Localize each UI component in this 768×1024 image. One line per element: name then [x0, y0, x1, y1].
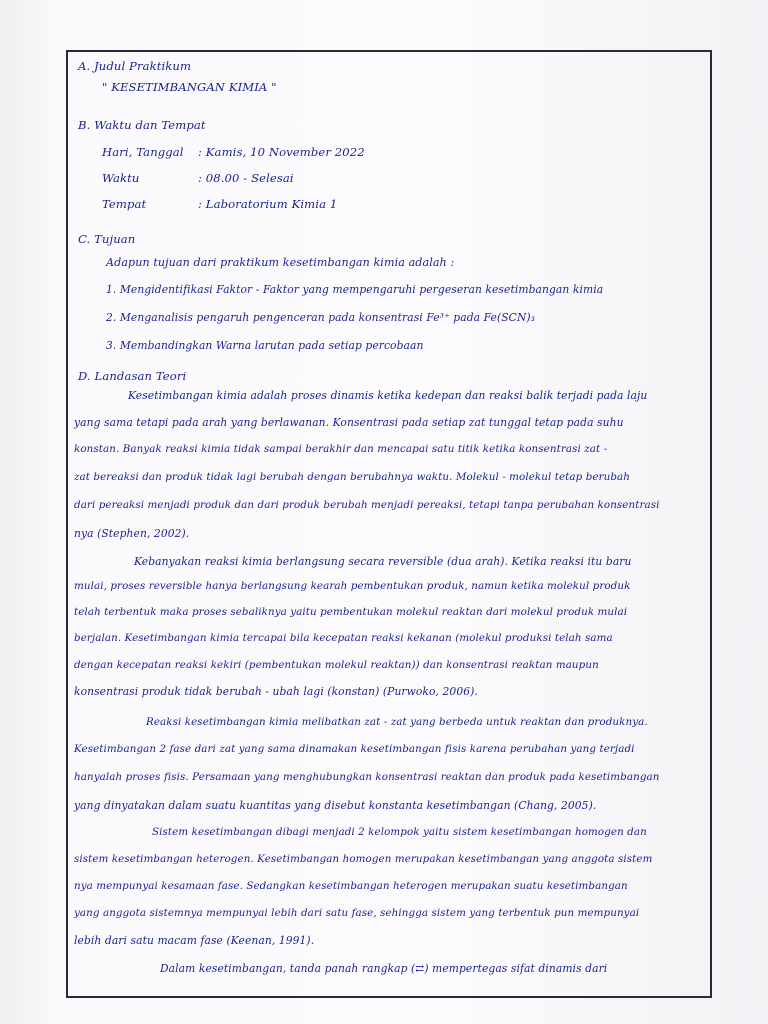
- paragraph-line: dari pereaksi menjadi produk dan dari produk berubah menjadi pereaksi, tetapi tanpa perubahan konsentrasi: [74, 499, 660, 511]
- paragraph-line: hanyalah proses fisis. Persamaan yang menghubungkan konsentrasi reaktan dan produk pada kesetimbangan: [74, 771, 660, 783]
- paragraph-line: konstan. Banyak reaksi kimia tidak sampai berakhir dan mencapai satu titik ketika konsentrasi zat -: [74, 443, 608, 455]
- place-value: : Laboratorium Kimia 1: [198, 197, 338, 211]
- paragraph-line: yang anggota sistemnya mempunyai lebih dari satu fase, sehingga sistem yang terbentuk pun mempunyai: [74, 907, 640, 919]
- place-label: Tempat: [102, 197, 147, 211]
- objective-intro: Adapun tujuan dari praktikum kesetimbangan kimia adalah :: [106, 256, 455, 269]
- paragraph-line: telah terbentuk maka proses sebaliknya yaitu pembentukan molekul reaktan dari molekul produk mulai: [74, 606, 628, 618]
- paragraph-line: Kebanyakan reaksi kimia berlangsung secara reversible (dua arah). Ketika reaksi itu baru: [134, 555, 632, 568]
- paragraph-line: Reaksi kesetimbangan kimia melibatkan zat - zat yang berbeda untuk reaktan dan produknya.: [146, 716, 648, 728]
- paragraph-line: nya mempunyai kesamaan fase. Sedangkan kesetimbangan heterogen merupakan suatu kesetimbangan: [74, 880, 628, 892]
- objective-item-1: 1. Mengidentifikasi Faktor - Faktor yang mempengaruhi pergeseran kesetimbangan kimia: [106, 283, 604, 296]
- paragraph-line: yang dinyatakan dalam suatu kuantitas yang disebut konstanta kesetimbangan (Chang, 2005).: [74, 799, 597, 812]
- objective-item-3: 3. Membandingkan Warna larutan pada setiap percobaan: [106, 339, 424, 352]
- paragraph-line: Sistem kesetimbangan dibagi menjadi 2 kelompok yaitu sistem kesetimbangan homogen dan: [152, 826, 647, 838]
- practicum-title: " KESETIMBANGAN KIMIA ": [102, 80, 277, 94]
- paragraph-line: sistem kesetimbangan heterogen. Kesetimbangan homogen merupakan kesetimbangan yang anggota sistem: [74, 853, 653, 865]
- paragraph-line: lebih dari satu macam fase (Keenan, 1991).: [74, 934, 315, 947]
- time-label: Waktu: [102, 171, 140, 185]
- paragraph-line: konsentrasi produk tidak berubah - ubah lagi (konstan) (Purwoko, 2006).: [74, 685, 478, 698]
- paragraph-line: mulai, proses reversible hanya berlangsung kearah pembentukan produk, namun ketika molekul produk: [74, 580, 631, 592]
- section-b-heading: B. Waktu dan Tempat: [78, 118, 206, 132]
- paragraph-line: zat bereaksi dan produk tidak lagi berubah dengan berubahnya waktu. Molekul - molekul tetap berubah: [74, 471, 631, 483]
- section-c-heading: C. Tujuan: [78, 232, 136, 246]
- section-d-heading: D. Landasan Teori: [78, 369, 187, 383]
- time-value: : 08.00 - Selesai: [198, 171, 294, 185]
- paragraph-line: Kesetimbangan kimia adalah proses dinamis ketika kedepan dan reaksi balik terjadi pada laju: [128, 389, 648, 402]
- paragraph-line: Kesetimbangan 2 fase dari zat yang sama dinamakan kesetimbangan fisis karena perubahan yang terjadi: [74, 743, 635, 755]
- paragraph-line: yang sama tetapi pada arah yang berlawanan. Konsentrasi pada setiap zat tunggal tetap pada suhu: [74, 416, 624, 429]
- objective-item-2: 2. Menganalisis pengaruh pengenceran pada konsentrasi Fe³⁺ pada Fe(SCN)₃: [106, 311, 536, 324]
- paragraph-line: berjalan. Kesetimbangan kimia tercapai bila kecepatan reaksi kekanan (molekul produksi telah sama: [74, 632, 613, 644]
- paragraph-line: dengan kecepatan reaksi kekiri (pembentukan molekul reaktan)) dan konsentrasi reaktan maupun: [74, 659, 599, 671]
- section-a-heading: A. Judul Praktikum: [78, 59, 192, 73]
- paragraph-line: Dalam kesetimbangan, tanda panah rangkap (⇄) mempertegas sifat dinamis dari: [160, 962, 608, 975]
- paragraph-line: nya (Stephen, 2002).: [74, 527, 190, 540]
- day-label: Hari, Tanggal: [102, 145, 184, 159]
- day-value: : Kamis, 10 November 2022: [198, 145, 365, 159]
